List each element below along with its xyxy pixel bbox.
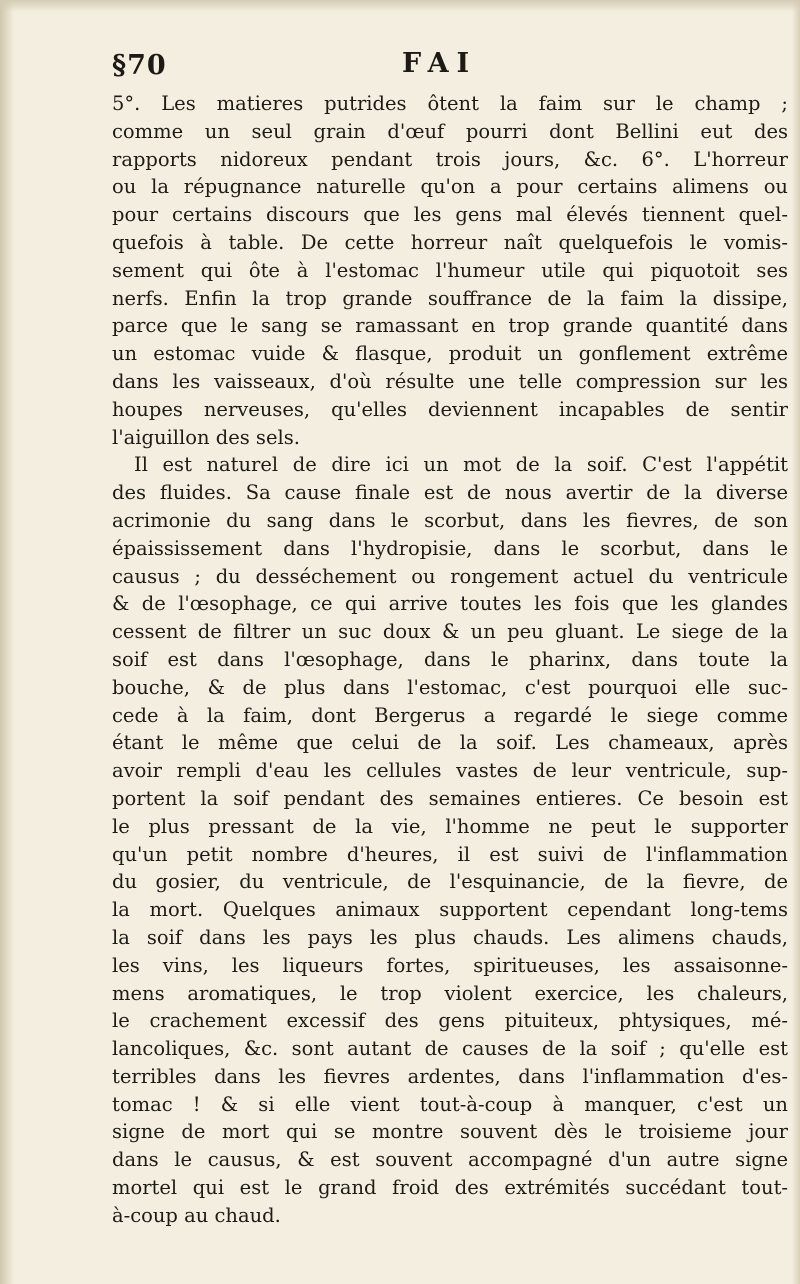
text-line: terribles dans les fievres ardentes, dans l'inflammation d'es- bbox=[112, 1064, 788, 1088]
text-line: cede à la faim, dont Bergerus a regardé le siege comme bbox=[112, 703, 788, 727]
text-line: bouche, & de plus dans l'estomac, c'est pourquoi elle suc- bbox=[112, 675, 788, 699]
text-line: les vins, les liqueurs fortes, spiritueuses, les assaisonne- bbox=[112, 953, 788, 977]
text-line: à-coup au chaud. bbox=[112, 1203, 281, 1227]
text-line: des fluides. Sa cause finale est de nous avertir de la diverse bbox=[112, 481, 788, 505]
text-line: 5°. Les matieres putrides ôtent la faim sur le champ ; bbox=[112, 92, 788, 115]
text-line: le crachement excessif des gens pituiteux, phtysiques, mé- bbox=[112, 1009, 788, 1033]
text-line: dans les vaisseaux, d'où résulte une telle compression sur les bbox=[112, 369, 788, 393]
body-text bbox=[112, 90, 788, 1230]
text-line: Il est naturel de dire ici un mot de la soif. C'est l'appétit bbox=[134, 453, 788, 477]
text-line: qu'un petit nombre d'heures, il est suivi de l'inflammation bbox=[112, 842, 788, 866]
text-line: quefois à table. De cette horreur naît quelquefois le vomis- bbox=[112, 230, 788, 254]
text-line: soif est dans l'œsophage, dans le pharinx, dans toute la bbox=[112, 647, 788, 671]
text-line: avoir rempli d'eau les cellules vastes de leur ventricule, sup- bbox=[112, 759, 788, 783]
page-top-edge bbox=[0, 0, 800, 12]
text-line: pour certains discours que les gens mal élevés tiennent quel- bbox=[112, 203, 788, 227]
running-head: FAI bbox=[402, 48, 478, 79]
text-line: du gosier, du ventricule, de l'esquinancie, de la fievre, de bbox=[112, 870, 788, 894]
page-header bbox=[112, 46, 788, 86]
text-line: lancoliques, &c. sont autant de causes de la soif ; qu'elle est bbox=[112, 1037, 788, 1061]
text-line: rapports nidoreux pendant trois jours, &c. 6°. L'horreur bbox=[112, 147, 788, 171]
page-edge-shadow bbox=[792, 0, 800, 1284]
text-line: & de l'œsophage, ce qui arrive toutes les fois que les glandes bbox=[112, 592, 788, 616]
page-number: §70 bbox=[112, 50, 167, 81]
text-line: un estomac vuide & flasque, produit un gonflement extrême bbox=[112, 342, 788, 366]
text-line: l'aiguillon des sels. bbox=[112, 425, 300, 449]
text-line: épaississement dans l'hydropisie, dans le scorbut, dans le bbox=[112, 536, 788, 560]
text-line: mens aromatiques, le trop violent exercice, les chaleurs, bbox=[112, 981, 788, 1005]
text-line: nerfs. Enfin la trop grande souffrance de la faim la dissipe, bbox=[112, 286, 788, 310]
text-line: sement qui ôte à l'estomac l'humeur utile qui piquotoit ses bbox=[112, 258, 788, 282]
text-line: houpes nerveuses, qu'elles deviennent incapables de sentir bbox=[112, 397, 788, 421]
text-line: parce que le sang se ramassant en trop grande quantité dans bbox=[112, 314, 788, 338]
text-line: signe de mort qui se montre souvent dès le troisieme jour bbox=[112, 1120, 788, 1144]
text-line: le plus pressant de la vie, l'homme ne peut le supporter bbox=[112, 814, 788, 838]
text-line: acrimonie du sang dans le scorbut, dans les fievres, de son bbox=[112, 508, 788, 532]
text-line: ou la répugnance naturelle qu'on a pour certains alimens ou bbox=[112, 175, 788, 199]
text-line: mortel qui est le grand froid des extrémités succédant tout- bbox=[112, 1176, 788, 1200]
text-line: portent la soif pendant des semaines entieres. Ce besoin est bbox=[112, 786, 788, 810]
page-gutter-shadow bbox=[0, 0, 14, 1284]
text-line: dans le causus, & est souvent accompagné d'un autre signe bbox=[112, 1148, 788, 1172]
text-line: étant le même que celui de la soif. Les chameaux, après bbox=[112, 731, 788, 755]
text-line: comme un seul grain d'œuf pourri dont Bellini eut des bbox=[112, 119, 788, 143]
text-line: causus ; du desséchement ou rongement actuel du ventricule bbox=[112, 564, 788, 588]
text-line: tomac ! & si elle vient tout-à-coup à manquer, c'est un bbox=[112, 1092, 788, 1116]
text-line: cessent de filtrer un suc doux & un peu gluant. Le siege de la bbox=[112, 620, 788, 644]
text-line: la soif dans les pays les plus chauds. Les alimens chauds, bbox=[112, 925, 788, 949]
text-line: la mort. Quelques animaux supportent cependant long-tems bbox=[112, 898, 788, 922]
